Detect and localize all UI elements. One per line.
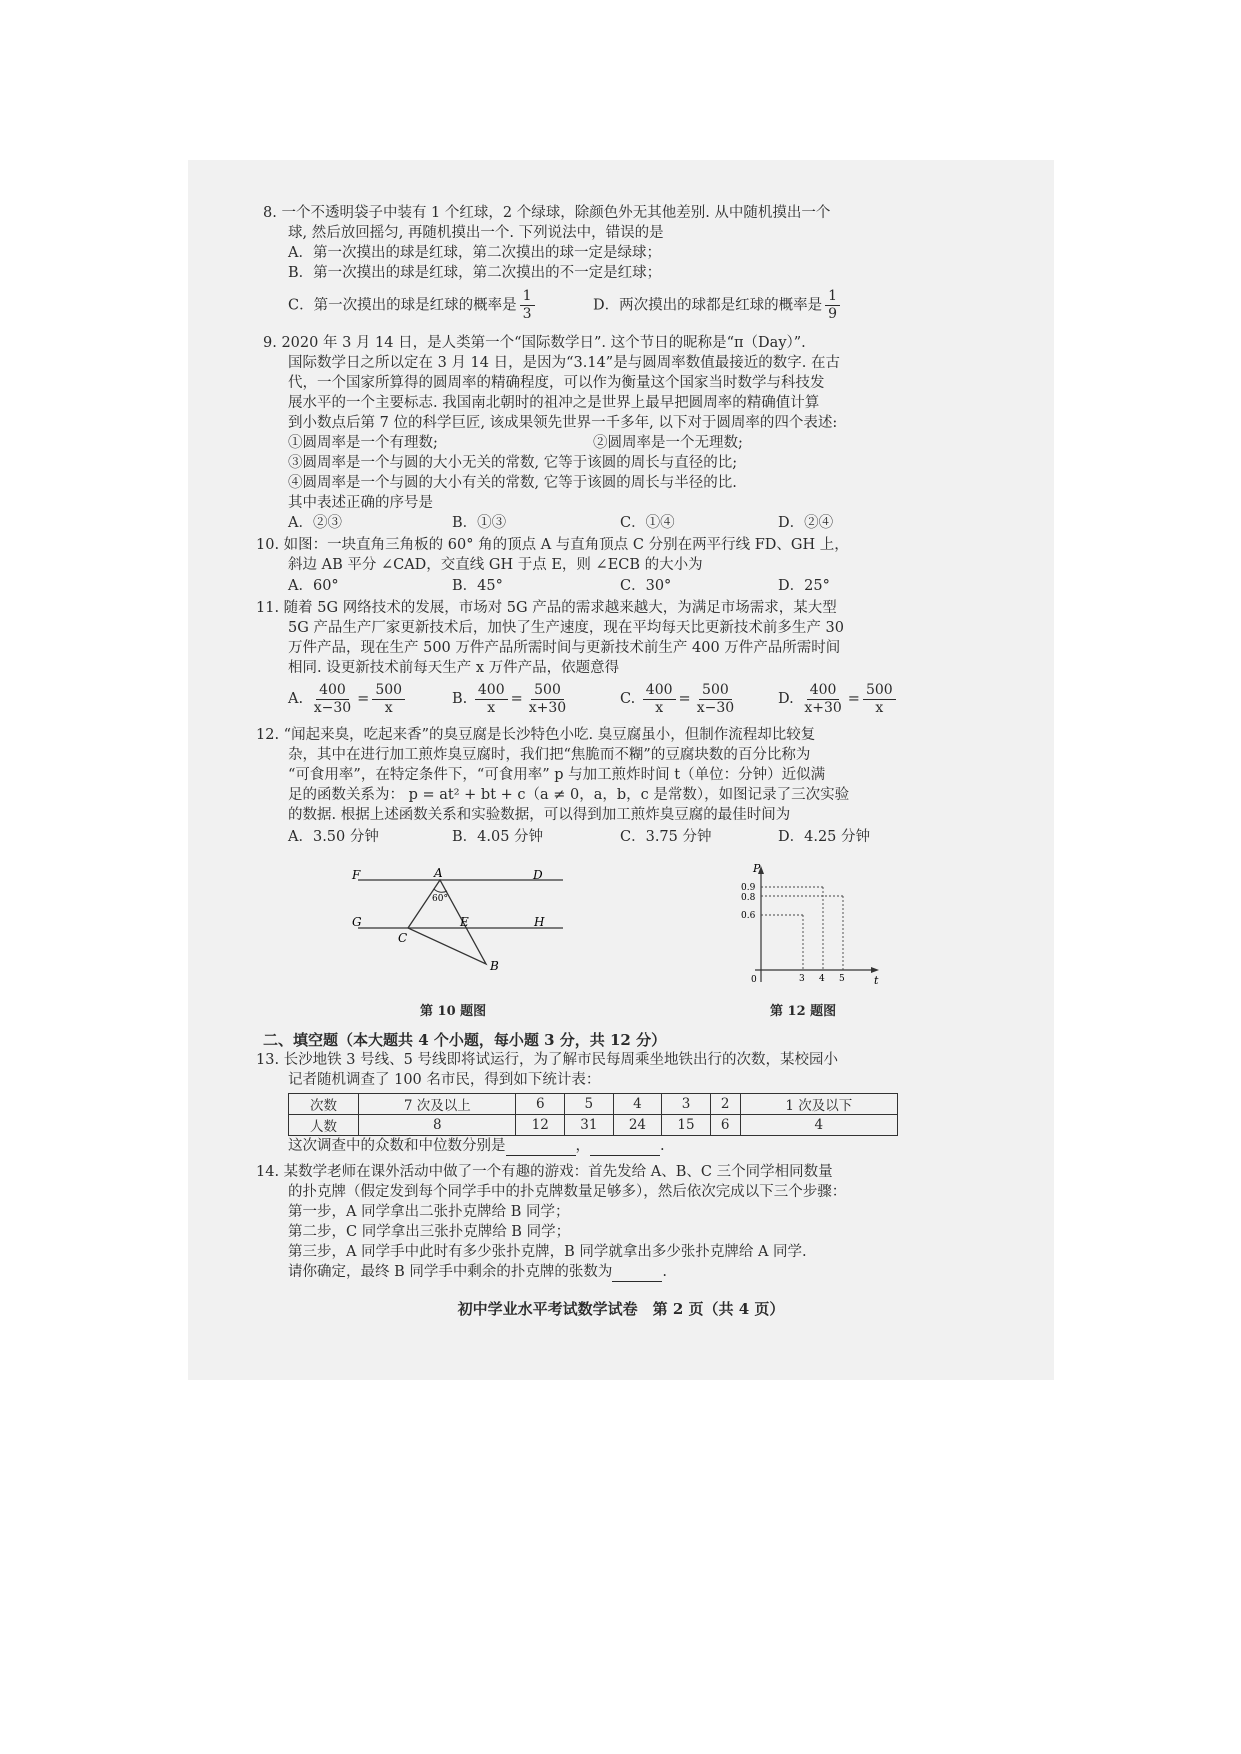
q12-line4: 足的函数关系为： p = at² + bt + c（a ≠ 0，a，b，c 是常数），如图记录了三次实验 [288,787,850,803]
q12-line1: 12. “闻起来臭，吃起来香”的臭豆腐是长沙特色小吃. 臭豆腐虽小，但制作流程却比较复 [256,727,816,743]
q13-line1: 13. 长沙地铁 3 号线、5 号线即将试运行，为了解市民每周乘坐地铁出行的次数，某校园小 [256,1052,838,1068]
q11-line1: 11. 随着 5G 网络技术的发展，市场对 5G 产品的需求越来越大，为满足市场需求，某大型 [256,600,837,616]
fraction [475,682,508,717]
frac-denominator: x−30 [313,699,352,716]
frac-denominator: x [655,699,664,716]
q11-option-d [778,680,899,718]
q11-option-c-label: C. [620,691,636,707]
q10-option-c: C．30° [620,578,672,594]
answer-blank[interactable] [612,1266,662,1282]
t-axis-label: t [874,974,879,987]
label-d: D [533,868,543,882]
t-axis-arrow [871,967,879,973]
q9-line1: 9. 2020 年 3 月 14 日，是人类第一个“国际数学日”. 这个节日的昵称是“π（Day）”. [263,335,806,351]
table-cell: 2 [710,1094,740,1115]
y-tick-label: 0.9 [741,883,756,893]
q12-option-d: D．4.25 分钟 [778,829,871,845]
label-a: A [434,868,443,880]
frac-denominator: x+30 [804,699,842,716]
fraction [372,682,405,717]
table-row [289,1094,898,1115]
q8-option-a: A．第一次摸出的球是红球，第二次摸出的球一定是绿球； [288,245,661,261]
label-b: B [490,959,499,973]
equals-sign: = [678,691,691,707]
x-tick-label: 4 [819,974,825,984]
fraction [643,682,676,717]
fraction [863,682,896,717]
q11-option-a [288,680,408,718]
fraction [801,682,844,717]
section-2-title: 二、填空题（本大题共 4 个小题，每小题 3 分，共 12 分） [263,1031,667,1049]
q8-option-c-text: C．第一次摸出的球是红球的概率是 [288,297,517,314]
triangle-abc [408,880,486,964]
q9-line3: 代，一个国家所算得的圆周率的精确程度，可以作为衡量这个国家当时数学与科技发 [288,375,825,391]
separator: ， [575,1138,590,1154]
q9-statement-1: ①圆周率是一个有理数; [288,435,438,451]
table-cell: 12 [516,1115,565,1136]
frac-numerator: 500 [531,682,564,700]
table-cell: 人数 [289,1115,359,1136]
q8-option-b: B．第一次摸出的球是红球，第二次摸出的不一定是红球； [288,265,662,281]
figure-12-caption: 第 12 题图 [770,1004,837,1019]
table-row [289,1115,898,1136]
table-cell: 1 次及以下 [740,1094,897,1115]
q11-line2: 5G 产品生产厂家更新技术后，加快了生产速度，现在平均每天比更新技术前多生产 30 [288,620,844,636]
q10-option-a: A．60° [288,578,339,594]
period: . [662,1264,667,1280]
equals-sign: = [847,691,860,707]
frac-denominator: x+30 [528,699,567,716]
label-c: C [398,931,408,945]
q12-option-a: A．3.50 分钟 [288,829,379,845]
q10-line2: 斜边 AB 平分 ∠CAD，交直线 GH 于点 E，则 ∠ECB 的大小为 [288,557,703,573]
frac-numerator: 500 [863,682,896,700]
q9-statement-4: ④圆周率是一个与圆的大小有关的常数, 它等于该圆的周长与半径的比. [288,475,737,491]
p-axis-label: P [753,862,761,875]
y-tick-label: 0.6 [741,911,756,921]
q11-option-b-label: B. [452,691,468,707]
frac-numerator: 500 [699,682,732,700]
label-angle: 60° [432,894,448,904]
frac-numerator: 1 [825,288,840,306]
frac-numerator: 500 [372,682,405,700]
q8-line2: 球, 然后放回摇匀, 再随机摸出一个. 下列说法中，错误的是 [288,225,664,241]
figure-10 [338,868,568,978]
table-cell: 3 [662,1094,711,1115]
equals-sign: = [357,691,370,707]
frac-numerator: 1 [520,288,535,306]
table-cell: 6 [710,1115,740,1136]
frac-denominator: x−30 [696,699,735,716]
table-cell: 4 [613,1094,662,1115]
q12-option-c: C．3.75 分钟 [620,829,712,845]
table-cell: 15 [662,1115,711,1136]
table-cell: 31 [565,1115,614,1136]
q9-statement-2: ②圆周率是一个无理数; [593,435,743,451]
q10-option-d: D．25° [778,578,830,594]
frac-denominator: 9 [828,306,838,322]
table-cell: 4 [740,1115,897,1136]
q8-option-d [593,288,843,323]
q11-line4: 相同. 设更新技术前每天生产 x 万件产品，依题意得 [288,660,620,676]
frac-denominator: 3 [522,306,532,322]
table-cell: 6 [516,1094,565,1115]
q11-option-d-label: D. [778,691,794,707]
origin-label: 0 [751,975,757,985]
answer-blank[interactable] [590,1140,660,1156]
label-f: F [352,868,361,882]
q8-option-c-fraction [520,288,535,323]
x-tick-label: 5 [839,974,845,984]
frac-numerator: 400 [807,682,840,700]
figure-12 [733,860,883,990]
q14-step-3: 第三步，A 同学手中此时有多少张扑克牌，B 同学就拿出多少张扑克牌给 A 同学. [288,1244,807,1260]
q9-line5: 到小数点后第 7 位的科学巨匠, 该成果领先世界一千多年, 以下对于圆周率的四个表述: [288,415,838,431]
q8-line1: 8. 一个不透明袋子中装有 1 个红球，2 个绿球，除颜色外无其他差别. 从中随机摸出一个 [263,205,831,221]
q13-line3 [288,1136,665,1156]
frac-denominator: x [487,699,496,716]
fraction [694,682,737,717]
q14-step-2: 第二步，C 同学拿出三张扑克牌给 B 同学； [288,1224,571,1240]
frac-denominator: x [875,699,884,716]
q14-line1: 14. 某数学老师在课外活动中做了一个有趣的游戏：首先发给 A、B、C 三个同学相同数量 [256,1164,833,1180]
page-footer: 初中学业水平考试数学试卷 第 2 页（共 4 页） [457,1300,785,1318]
q9-line6: 其中表述正确的序号是 [288,495,433,511]
label-g: G [352,915,362,929]
period: . [660,1138,665,1154]
survey-table [288,1093,898,1136]
q8-option-c [288,288,538,323]
q9-option-a: A．②③ [288,515,342,531]
q12-line2: 杂，其中在进行加工煎炸臭豆腐时，我们把“焦脆而不糊”的豆腐块数的百分比称为 [288,747,811,763]
q14-step-1: 第一步，A 同学拿出二张扑克牌给 B 同学； [288,1204,570,1220]
q12-option-b: B．4.05 分钟 [452,829,544,845]
q9-option-d: D．②④ [778,515,834,531]
y-tick-label: 0.8 [741,893,756,903]
q12-line3: “可食用率”，在特定条件下，“可食用率” p 与加工煎炸时间 t（单位：分钟）近似满 [288,767,826,783]
label-e: E [460,915,469,929]
q13-line2: 记者随机调查了 100 名市民，得到如下统计表： [288,1072,601,1088]
answer-blank[interactable] [506,1140,576,1156]
figure-10-caption: 第 10 题图 [420,1004,487,1019]
fraction [311,682,354,717]
q8-option-d-text: D．两次摸出的球都是红球的概率是 [593,297,823,314]
q13-question-text: 这次调查中的众数和中位数分别是 [288,1138,506,1154]
q14-question-text: 请你确定，最终 B 同学手中剩余的扑克牌的张数为 [288,1264,613,1280]
q8-option-d-fraction [825,288,840,323]
frac-numerator: 400 [643,682,676,700]
label-h: H [534,915,545,929]
table-cell: 8 [359,1115,516,1136]
q14-line2: 的扑克牌（假定发到每个同学手中的扑克牌数量足够多），然后依次完成以下三个步骤： [288,1184,847,1200]
table-cell: 24 [613,1115,662,1136]
q11-line3: 万件产品，现在生产 500 万件产品所需时间与更新技术前生产 400 万件产品所需时间 [288,640,841,656]
frac-denominator: x [384,699,393,716]
q10-option-b: B．45° [452,578,503,594]
q9-option-b: B．①③ [452,515,507,531]
frac-numerator: 400 [316,682,349,700]
q9-statement-3: ③圆周率是一个与圆的大小无关的常数, 它等于该圆的周长与直径的比; [288,455,738,471]
q11-option-c [620,680,740,718]
q12-line5: 的数据. 根据上述函数关系和实验数据，可以得到加工煎炸臭豆腐的最佳时间为 [288,807,791,823]
q11-option-b [452,680,572,718]
q9-line2: 国际数学日之所以定在 3 月 14 日，是因为“3.14”是与圆周率数值最接近的数字. 在古 [288,355,840,371]
table-cell: 次数 [289,1094,359,1115]
q11-option-a-label: A. [288,691,304,707]
q9-option-c: C．①④ [620,515,675,531]
equals-sign: = [510,691,523,707]
exam-page [188,160,1054,1380]
table-cell: 7 次及以上 [359,1094,516,1115]
q14-line3 [288,1262,667,1282]
table-cell: 5 [565,1094,614,1115]
q9-line4: 展水平的一个主要标志. 我国南北朝时的祖冲之是世界上最早把圆周率的精确值计算 [288,395,820,411]
frac-numerator: 400 [475,682,508,700]
fraction [526,682,569,717]
x-tick-label: 3 [799,974,805,984]
q10-line1: 10. 如图：一块直角三角板的 60° 角的顶点 A 与直角顶点 C 分别在两平行线 FD、GH 上， [256,537,849,553]
